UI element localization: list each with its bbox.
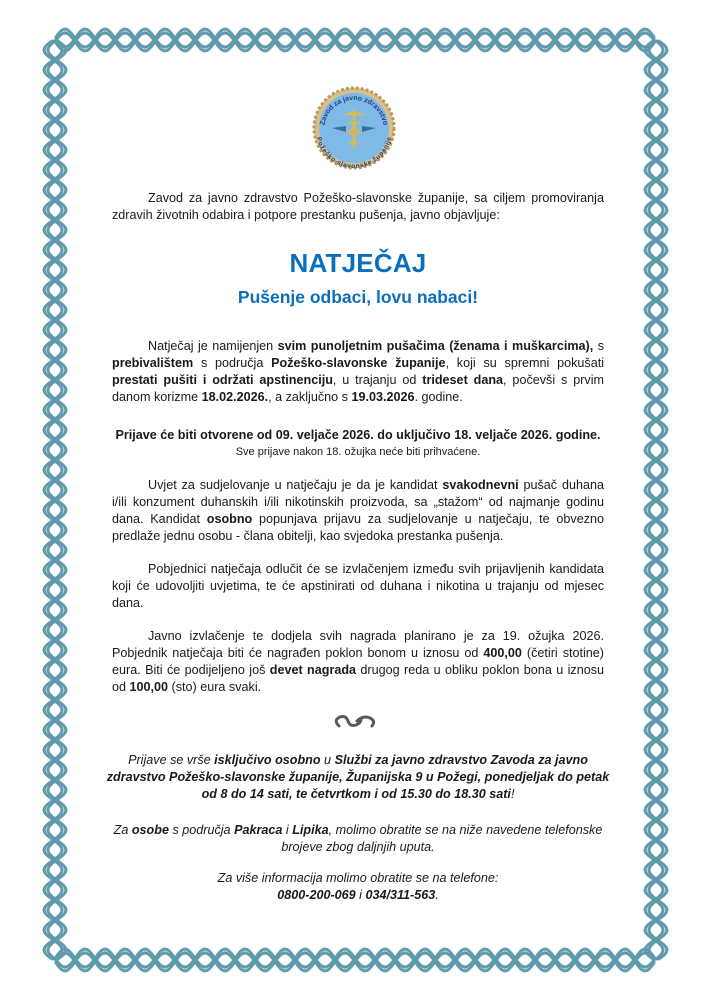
text: i	[282, 823, 293, 837]
institute-logo	[302, 86, 406, 170]
winners-paragraph: Pobjednici natječaja odlučit će se izvlačenjem između svih prijavljenih kandidata koji će udovoljiti uvjetima, te će apstinirati od duhana i nikotina u trajanju od mjesec dana.	[112, 562, 604, 610]
contact-label: Za više informacija molimo obratite se na telefone:	[217, 871, 499, 885]
bold-text: Lipika	[292, 823, 329, 837]
phone-number-2[interactable]: 034/311-563	[365, 888, 436, 902]
text: i	[355, 888, 366, 902]
text: Javno izvlačenje te dodjela svih nagrada planirano je za 19. ožujka 2026. Pobjednik natječaja biti će nagrađen poklon bonom u iznosu od	[112, 629, 604, 660]
bold-text: prebivalištem	[112, 356, 194, 370]
text: popunjava prijavu za sudjelovanje u natječaju, te obvezno predlaže jednu osobu - člana obitelji, kao svjedoka prestanka pušenja.	[112, 512, 604, 543]
bold-text: prestati pušiti i održati apstinenciju	[112, 373, 333, 387]
bold-text: Požeško-slavonske županije	[271, 356, 446, 370]
text: , počevši s prvim danom korizme	[112, 373, 604, 404]
text: Uvjet za sudjelovanje u natječaju je da je kandidat	[148, 478, 443, 492]
phone-number-1[interactable]: 0800-200-069	[277, 888, 356, 902]
text: , molimo obratite se na niže navedene telefonske brojeve zbog daljnjih uputa.	[281, 823, 603, 854]
text: (sto) eura svaki.	[168, 680, 262, 694]
logo-text-bottom: Požeško-slavonske županije	[314, 136, 394, 170]
text: , u trajanju od	[332, 373, 423, 387]
text: . godine.	[414, 390, 463, 404]
page-title: NATJEČAJ	[289, 248, 427, 278]
start-date: 18.02.2026.	[201, 390, 269, 404]
text: drugog reda u obliku poklon bona u iznosu od	[112, 663, 605, 694]
secondary-prize-amount: 100,00	[129, 680, 169, 694]
main-prize-amount: 400,00	[483, 646, 522, 660]
logo-text-top: Zavod za javno zdravstvo	[319, 94, 389, 126]
text: s područja	[168, 823, 235, 837]
regional-contact-paragraph	[104, 822, 612, 856]
text: s područja	[193, 356, 272, 370]
bold-text: svim punoljetnim pušačima (ženama i muškarcima),	[277, 339, 594, 353]
text: Natječaj je namijenjen	[148, 339, 278, 353]
text: u	[320, 753, 335, 767]
prizes-paragraph	[112, 628, 604, 696]
contact-paragraph	[104, 870, 612, 904]
bold-text: svakodnevni	[442, 478, 519, 492]
bold-text: osobno	[206, 512, 253, 526]
bold-text: devet nagrada	[269, 663, 357, 677]
bold-text: Pakraca	[234, 823, 283, 837]
end-date: 19.03.2026	[351, 390, 415, 404]
text: Prijave se vrše	[128, 753, 215, 767]
applications-deadline-note: Sve prijave nakon 18. ožujka neće biti prihvaćene.	[235, 446, 481, 458]
swirl-divider-icon	[330, 710, 380, 732]
eligibility-paragraph	[112, 338, 604, 406]
text: , a zaključno s	[268, 390, 352, 404]
text: Za	[113, 823, 132, 837]
text: pušač duhana i/ili konzument duhanskih i/ili nikotinskih proizvoda, sa „stažom“ od najmanje godinu dana. Kandidat	[112, 478, 604, 526]
intro-paragraph: Zavod za javno zdravstvo Požeško-slavonske županije, sa ciljem promoviranja zdravih životnih odabira i potpore prestanku pušenja, javno objavljuje:	[112, 191, 604, 222]
text: , koji su spremni pokušati	[445, 356, 604, 370]
text: (četiri stotine) eura. Biti će podijeljeno još	[112, 646, 604, 677]
text: !	[510, 787, 515, 801]
office-address: Službi za javno zdravstvo Zavoda za javno zdravstvo Požeško-slavonske županije, Županijska 9 u Požegi, ponedjeljak do petak od 8 do 14 sati, te četvrtkom i od 15.30 do 18.30 sati	[106, 753, 610, 801]
bold-text: osobe	[131, 823, 169, 837]
page-subtitle: Pušenje odbaci, lovu nabaci!	[237, 287, 479, 307]
application-location-paragraph	[104, 752, 612, 803]
bold-text: isključivo osobno	[214, 753, 321, 767]
applications-open-notice: Prijave će biti otvorene od 09. veljače 2026. do uključivo 18. veljače 2026. godine.	[115, 428, 601, 442]
text: .	[435, 888, 439, 902]
bold-text: trideset dana	[422, 373, 504, 387]
text: s	[593, 339, 605, 353]
conditions-paragraph	[112, 477, 604, 545]
